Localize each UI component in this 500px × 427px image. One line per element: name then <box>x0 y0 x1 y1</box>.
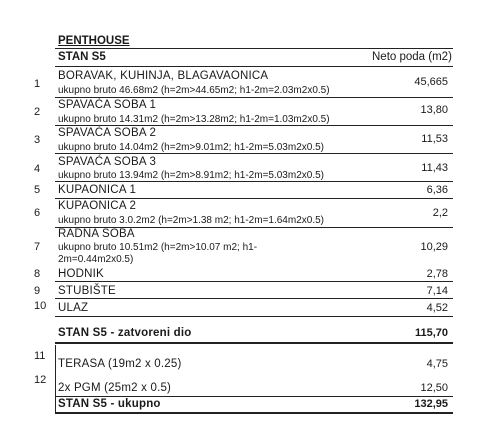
room-name: STUBIŠTE <box>58 285 116 297</box>
room-name: TERASA (19m2 x 0.25) <box>58 358 182 370</box>
row-number: 2 <box>34 106 41 118</box>
room-area: 12,50 <box>420 382 448 394</box>
room-area: 11,43 <box>421 162 448 174</box>
row-divider <box>55 198 453 199</box>
room-area: 11,53 <box>421 133 448 145</box>
row-divider <box>55 396 453 397</box>
subtotal-value: 115,70 <box>414 327 448 339</box>
subtotal-label: STAN S5 - zatvoreni dio <box>58 327 192 339</box>
row-divider <box>55 97 453 98</box>
unit-heading: STAN S5 <box>58 51 106 63</box>
room-area: 10,29 <box>420 241 448 253</box>
room-name: KUPAONICA 1 <box>58 184 137 196</box>
row-number: 9 <box>34 285 41 297</box>
room-name: ULAZ <box>58 302 89 314</box>
row-number: 11 <box>34 350 46 362</box>
left-border <box>55 345 56 412</box>
row-number: 7 <box>34 241 41 253</box>
row-divider <box>55 153 453 154</box>
row-number: 1 <box>34 78 41 90</box>
room-area: 2,78 <box>426 268 448 280</box>
row-number: 10 <box>34 300 47 312</box>
room-name: KUPAONICA 2 <box>58 200 137 212</box>
room-name: HODNIK <box>58 268 104 280</box>
room-detail: ukupno bruto 10.51m2 (h=2m>10.07 m2; h1- <box>58 242 258 253</box>
room-detail: ukupno bruto 3.0.2m2 (h=2m>1.38 m2; h1-2m=1.64m2x0.5) <box>58 215 324 226</box>
room-area: 7,14 <box>426 285 448 297</box>
room-name: 2x PGM (25m2 x 0.5) <box>58 382 172 394</box>
row-number: 5 <box>34 184 41 196</box>
room-area: 6,36 <box>426 184 448 196</box>
room-area: 4,52 <box>426 302 448 314</box>
row-divider <box>55 316 453 317</box>
room-detail: ukupno bruto 14.31m2 (h=2m>13.28m2; h1-2m=1.03m2x0.5) <box>58 114 330 125</box>
room-detail-continued: 2m=0.44m2x0.5) <box>58 254 134 265</box>
row-divider <box>55 281 453 282</box>
room-area: 45,665 <box>414 76 448 88</box>
row-divider <box>55 125 453 126</box>
row-number: 4 <box>34 163 41 175</box>
room-area: 2,2 <box>432 207 448 219</box>
room-detail: ukupno bruto 46.68m2 (h=2m>44.65m2; h1-2m=2.03m2x0.5) <box>58 85 330 96</box>
room-name: RADNA SOBA <box>58 228 135 240</box>
room-name: SPAVAĆA SOBA 1 <box>58 99 157 111</box>
divider-header <box>55 66 453 67</box>
room-area: 13,80 <box>420 104 448 116</box>
total-label: STAN S5 - ukupno <box>58 398 161 410</box>
room-area: 4,75 <box>426 358 448 370</box>
column-header-net-area: Neto poda (m2) <box>372 51 452 63</box>
room-detail: ukupno bruto 14.04m2 (h=2m>9.01m2; h1-2m=5.03m2x0.5) <box>58 142 324 153</box>
row-number: 6 <box>34 207 41 219</box>
room-name: BORAVAK, KUHINJA, BLAGAVAONICA <box>58 70 269 82</box>
room-name: SPAVAĆA SOBA 2 <box>58 127 157 139</box>
row-number: 3 <box>34 134 41 146</box>
room-detail: ukupno bruto 13.94m2 (h=2m>8.91m2; h1-2m=5.03m2x0.5) <box>58 170 324 181</box>
room-name: SPAVAĆA SOBA 3 <box>58 156 157 168</box>
row-number: 12 <box>34 374 47 386</box>
divider-subtotal <box>55 342 453 344</box>
row-divider <box>55 181 453 182</box>
divider-bottom <box>55 412 453 414</box>
divider-top <box>55 48 453 49</box>
row-divider <box>55 298 453 299</box>
row-number: 8 <box>34 268 41 280</box>
document-title: PENTHOUSE <box>58 35 130 47</box>
total-value: 132,95 <box>414 398 448 410</box>
